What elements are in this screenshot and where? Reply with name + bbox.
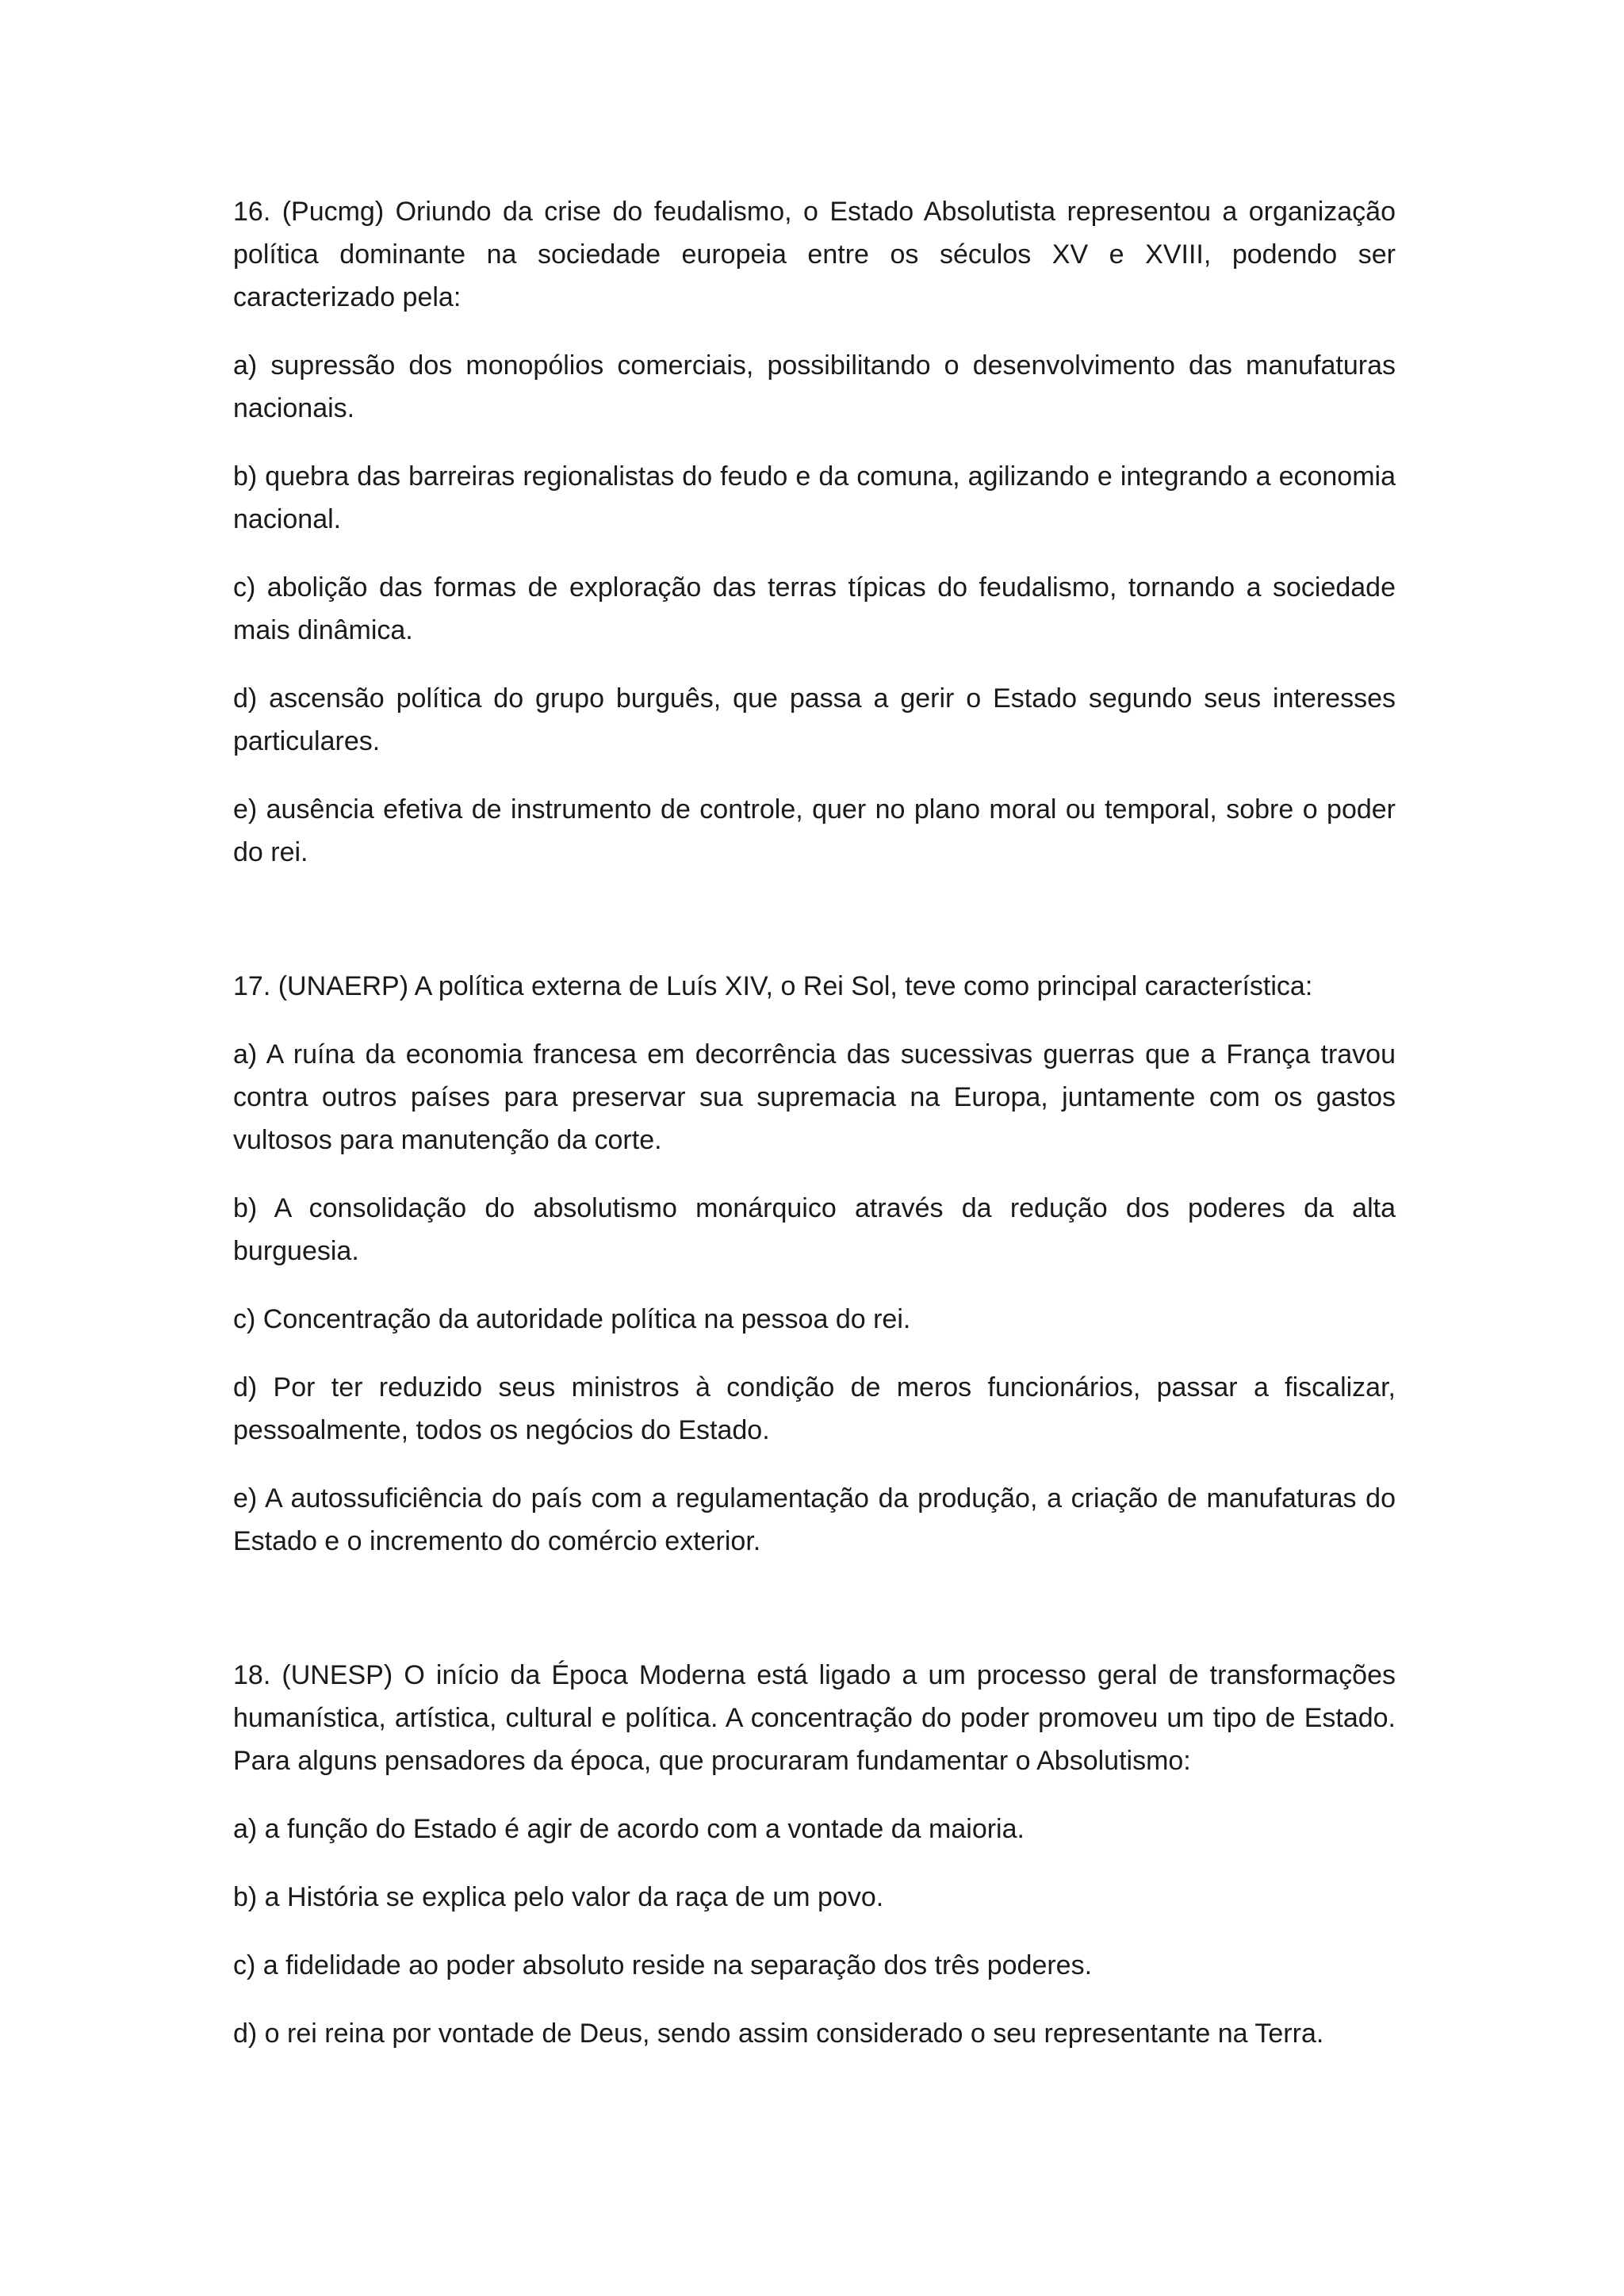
answer-option-c: c) Concentração da autoridade política na pessoa do rei. [233,1304,911,1334]
question-stem: 17. (UNAERP) A política externa de Luís XIV, o Rei Sol, teve como principal característica: [233,971,1313,1001]
answer-option-c: c) a fidelidade ao poder absoluto reside na separação dos três poderes. [233,1950,1093,1980]
question-stem: 18. (UNESP) O início da Época Moderna está ligado a um processo geral de transformações humanística, artística, cultural e política. A concentração do poder promoveu um tipo de Estado. Para alguns pensadores da época, que procuraram fundamentar o Absolutismo: [233,1660,1396,1776]
answer-option-d: d) Por ter reduzido seus ministros à condição de meros funcionários, passar a fiscalizar, pessoalmente, todos os negócios do Estado. [233,1372,1396,1445]
answer-option-e: e) A autossuficiência do país com a regulamentação da produção, a criação de manufaturas do Estado e o incremento do comércio exterior. [233,1483,1396,1556]
answer-option-b: b) A consolidação do absolutismo monárquico através da redução dos poderes da alta burguesia. [233,1193,1396,1266]
answer-option-c: c) abolição das formas de exploração das terras típicas do feudalismo, tornando a sociedade mais dinâmica. [233,572,1396,645]
answer-option-d: d) ascensão política do grupo burguês, que passa a gerir o Estado segundo seus interesses particulares. [233,683,1396,756]
page-content [233,190,1396,2055]
answer-option-a: a) A ruína da economia francesa em decorrência das sucessivas guerras que a França travou contra outros países para preservar sua supremacia na Europa, juntamente com os gastos vultosos para manutenção da corte. [233,1039,1396,1155]
question-16 [233,190,1396,874]
answer-option-d: d) o rei reina por vontade de Deus, sendo assim considerado o seu representante na Terra. [233,2019,1324,2049]
question-17 [233,965,1396,1563]
answer-option-e: e) ausência efetiva de instrumento de controle, quer no plano moral ou temporal, sobre o poder do rei. [233,794,1396,867]
answer-option-b: b) quebra das barreiras regionalistas do feudo e da comuna, agilizando e integrando a economia nacional. [233,461,1396,534]
answer-option-b: b) a História se explica pelo valor da raça de um povo. [233,1882,884,1912]
question-stem: 16. (Pucmg) Oriundo da crise do feudalismo, o Estado Absolutista representou a organização política dominante na sociedade europeia entre os séculos XV e XVIII, podendo ser caracterizado pela: [233,197,1396,312]
answer-option-a: a) a função do Estado é agir de acordo com a vontade da maioria. [233,1814,1025,1844]
answer-option-a: a) supressão dos monopólios comerciais, possibilitando o desenvolvimento das manufaturas nacionais. [233,350,1396,423]
question-18 [233,1654,1396,2055]
